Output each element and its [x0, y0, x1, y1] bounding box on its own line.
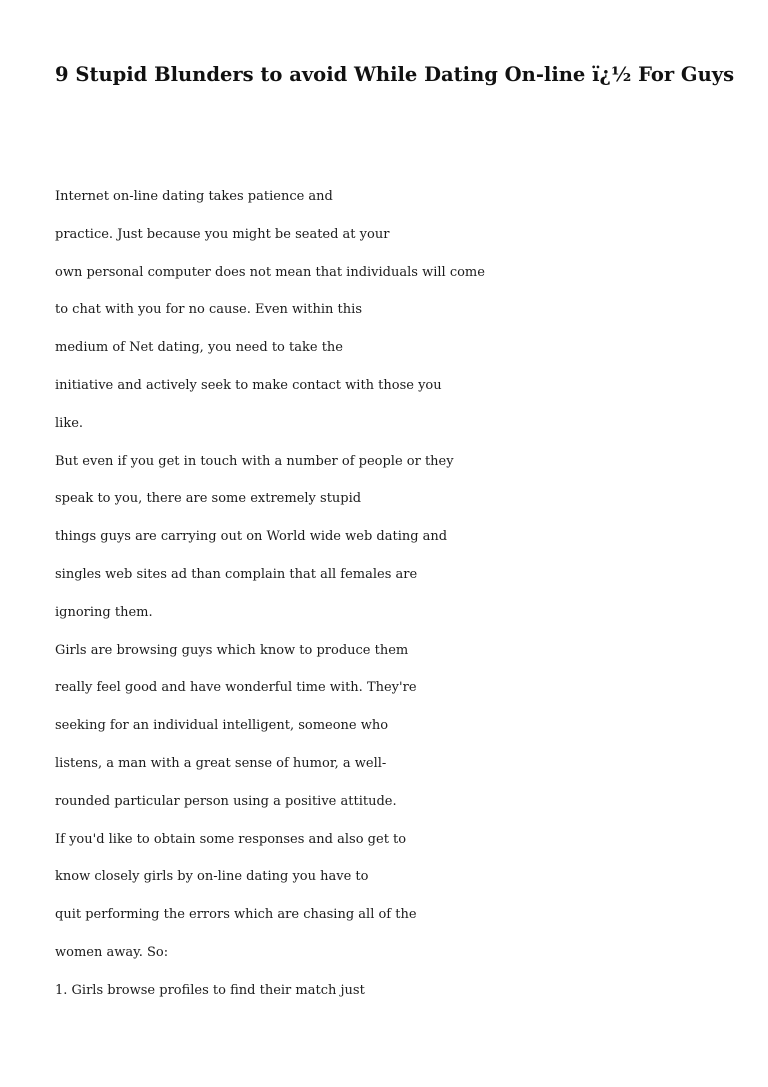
- body-line: seeking for an individual intelligent, someone who: [55, 718, 389, 734]
- document-title: 9 Stupid Blunders to avoid While Dating On-line ï¿½ For Guys: [55, 63, 735, 86]
- body-line: But even if you get in touch with a number of people or they: [55, 453, 454, 469]
- body-line: practice. Just because you might be seated at your: [55, 226, 390, 242]
- body-line: know closely girls by on-line dating you have to: [55, 869, 369, 885]
- body-line: rounded particular person using a positive attitude.: [55, 793, 397, 809]
- body-line: If you'd like to obtain some responses and also get to: [55, 831, 407, 847]
- body-line: Internet on-line dating takes patience and: [55, 189, 333, 204]
- body-line: things guys are carrying out on World wide web dating and: [55, 529, 448, 545]
- body-line: medium of Net dating, you need to take the: [55, 340, 343, 356]
- body-line: really feel good and have wonderful time with. They're: [55, 680, 417, 696]
- body-line: ignoring them.: [55, 604, 153, 620]
- body-line: like.: [55, 415, 84, 431]
- body-line: 1. Girls browse profiles to find their match just: [55, 982, 365, 998]
- body-line: to chat with you for no cause. Even within this: [55, 302, 362, 318]
- body-line: Girls are browsing guys which know to produce them: [55, 642, 409, 658]
- body-line: singles web sites ad than complain that all females are: [55, 566, 418, 582]
- document-body: [55, 186, 735, 1018]
- body-line: initiative and actively seek to make contact with those you: [55, 377, 442, 393]
- body-line: own personal computer does not mean that individuals will come: [55, 264, 485, 280]
- body-line: quit performing the errors which are chasing all of the: [55, 907, 417, 923]
- body-line: women away. So:: [55, 944, 169, 960]
- body-line: listens, a man with a great sense of humor, a well-: [55, 755, 387, 771]
- body-line: speak to you, there are some extremely stupid: [55, 491, 362, 507]
